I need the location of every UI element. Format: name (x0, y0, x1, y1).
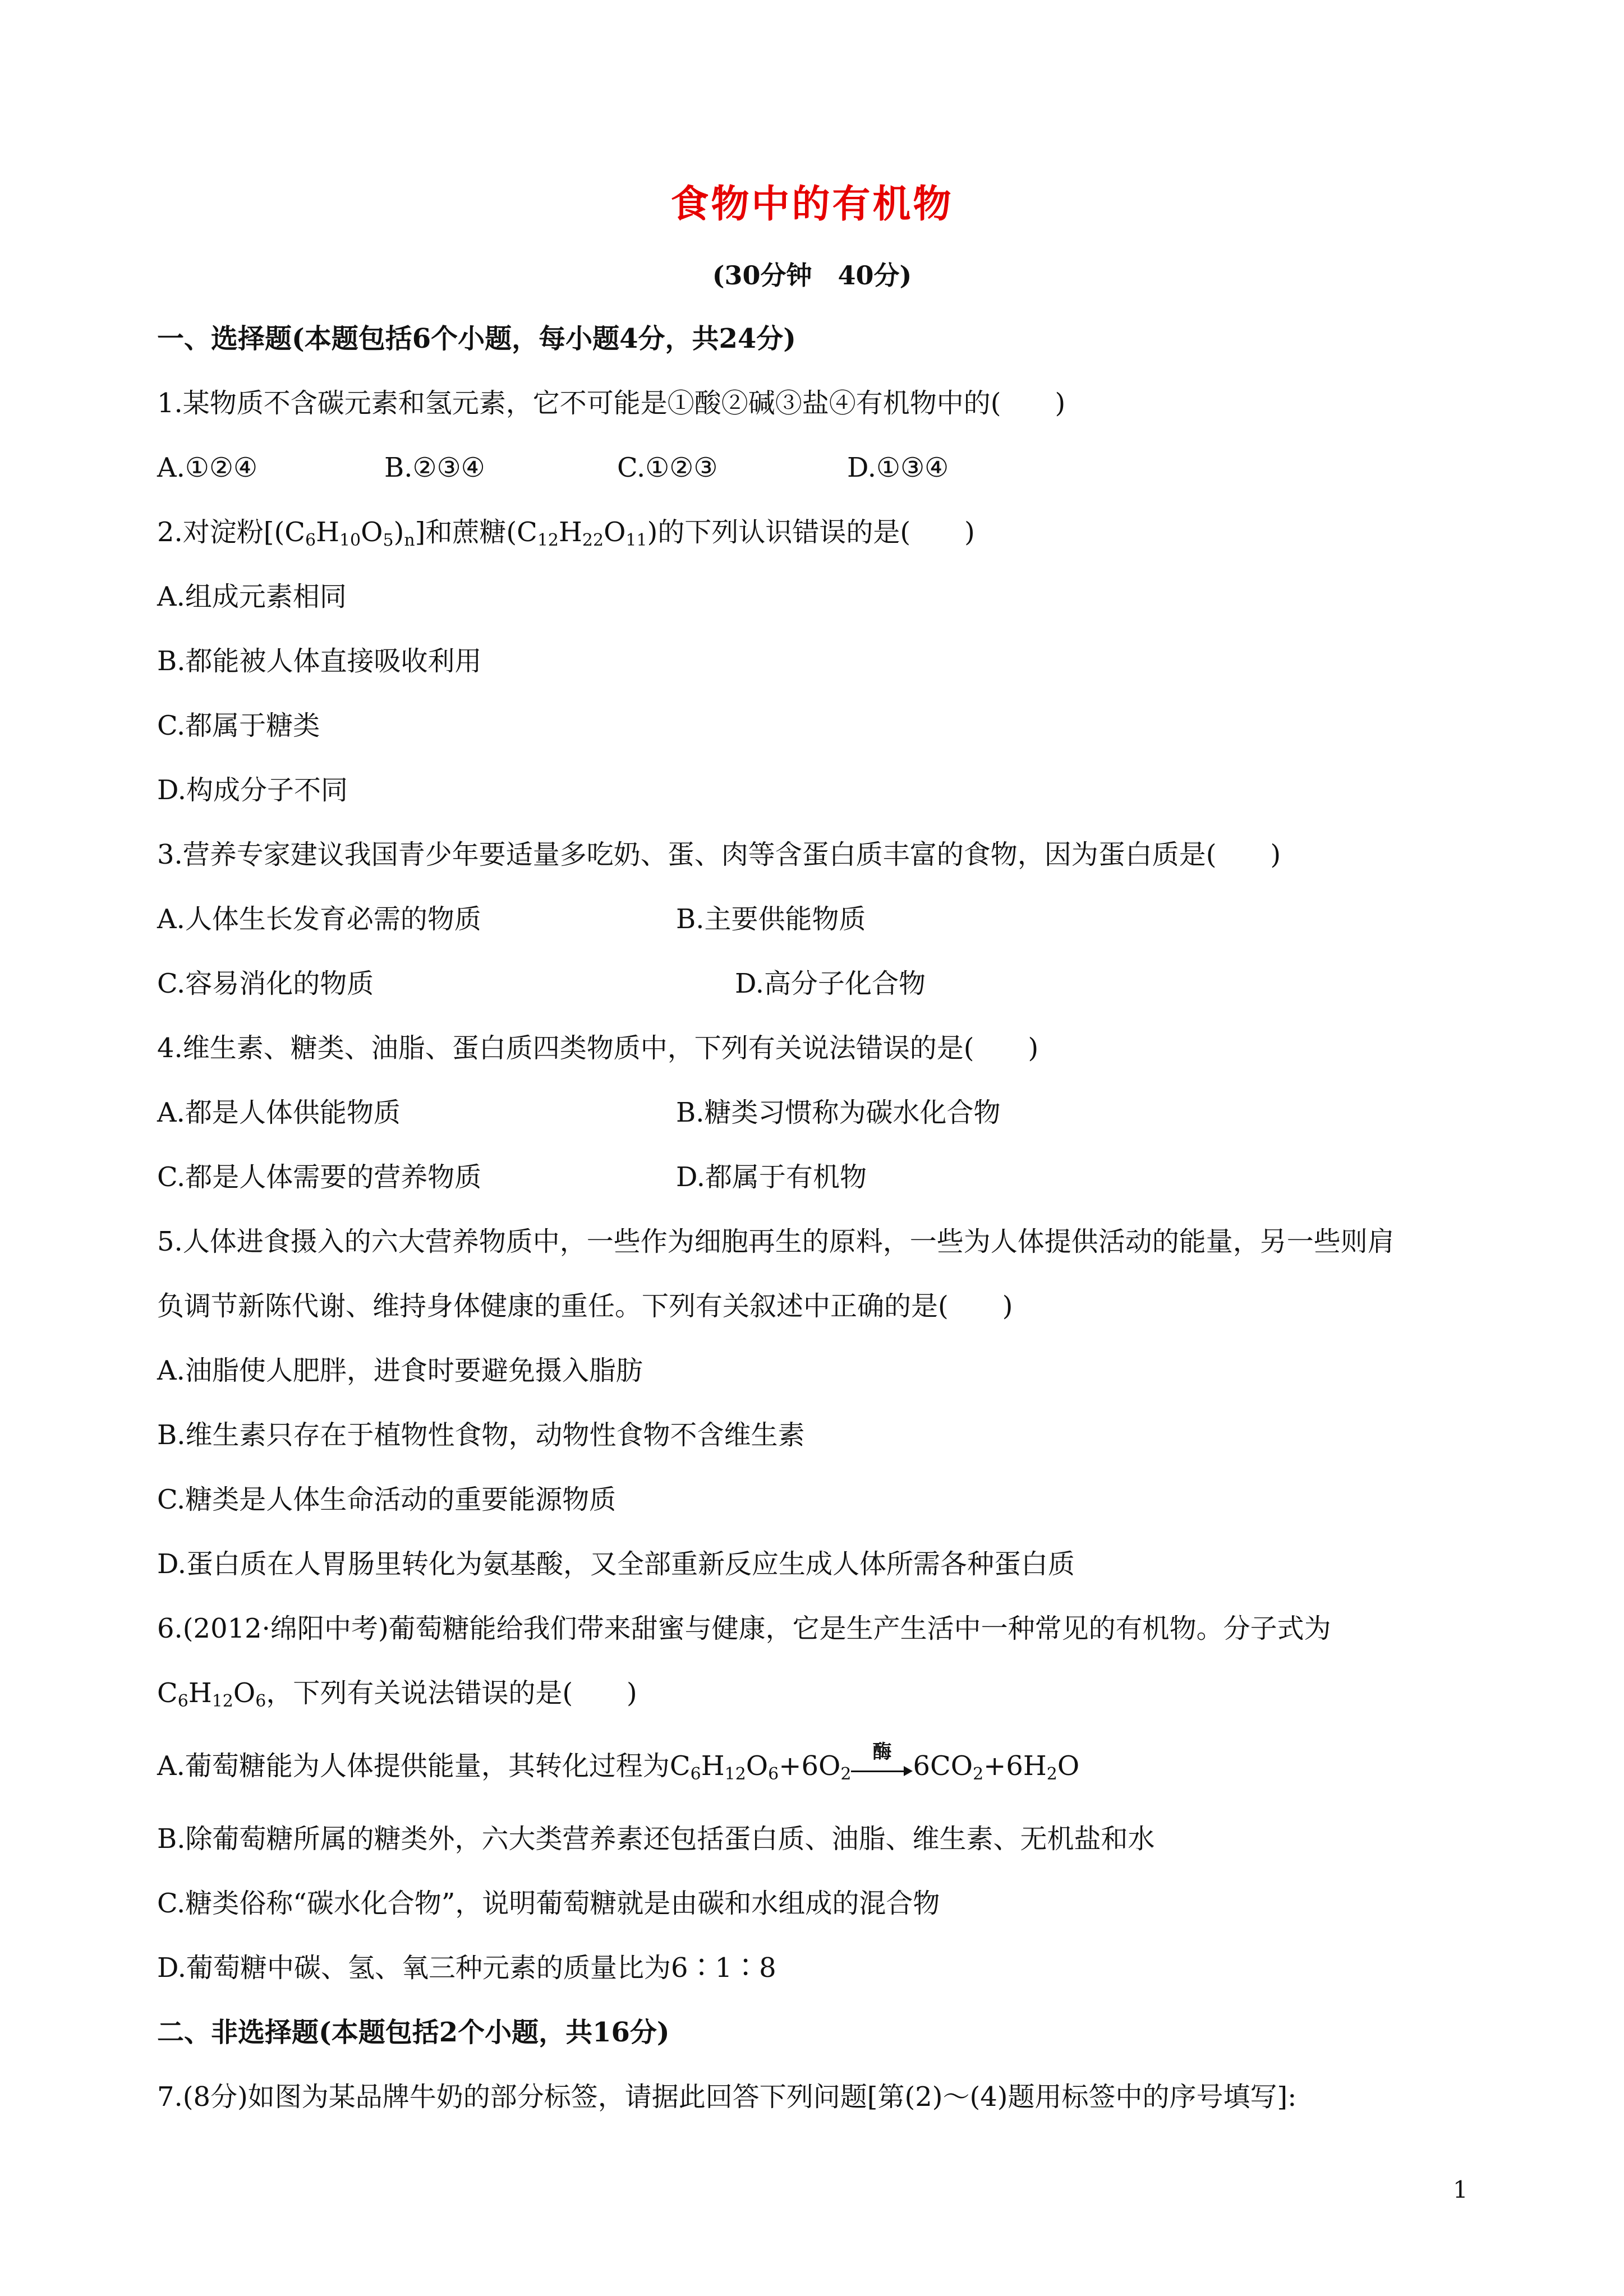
question-1-option-a: A.①②④ (157, 452, 258, 483)
reaction-arrow (851, 1740, 913, 1782)
question-1-stem: 1.某物质不含碳元素和氢元素，它不可能是①酸②碱③盐④有机物中的( ) (157, 388, 1066, 419)
page-title: 食物中的有机物 (670, 182, 954, 227)
question-2-stem: 2.对淀粉$[(C_6H_{10}O_5)_n]$和蔗糖$(C_{12}H_{22}O_{11})$的下列认识错误的是( ) (157, 517, 975, 550)
question-5-stem-line1: 5.人体进食摄入的六大营养物质中，一些作为细胞再生的原料，一些为人体提供活动的能量，另一些则肩 (157, 1226, 1395, 1257)
section-heading-choice: 一、选择题(本题包括6个小题，每小题4分，共24分) (157, 323, 797, 354)
question-1-option-b: B.②③④ (384, 452, 485, 483)
question-3-option-b: B.主要供能物质 (676, 903, 866, 935)
question-4-option-a: A.都是人体供能物质 (157, 1097, 401, 1128)
question-1-option-d: D.①③④ (847, 452, 949, 483)
question-6-option-a: A.葡萄糖能为人体提供能量，其转化过程为$C_6H_{12}O_6+6O_2$ 酶 $6CO_2+6H_2O$ (157, 1740, 1080, 1784)
question-5-option-b: B.维生素只存在于植物性食物，动物性食物不含维生素 (157, 1419, 805, 1451)
question-7-stem: 7.(8分)如图为某品牌牛奶的部分标签，请据此回答下列问题[第(2)～(4)题用标签中的序号填写]: (157, 2081, 1297, 2113)
question-1-option-c: C.①②③ (617, 452, 718, 483)
section-heading-nonchoice: 二、非选择题(本题包括2个小题，共16分) (157, 2017, 670, 2048)
question-3-option-a: A.人体生长发育必需的物质 (157, 903, 481, 935)
question-6-stem-line1: 6.(2012·绵阳中考)葡萄糖能给我们带来甜蜜与健康，它是生产生活中一种常见的有机物。分子式为 (157, 1613, 1331, 1644)
page-number: 1 (1453, 2176, 1468, 2203)
question-2-option-a: A.组成元素相同 (157, 581, 347, 612)
question-6-stem-line2: $C_6H_{12}O_6$，下列有关说法错误的是( ) (157, 1677, 637, 1711)
question-4-option-d: D.都属于有机物 (676, 1161, 867, 1193)
question-5-option-a: A.油脂使人肥胖，进食时要避免摄入脂肪 (157, 1355, 643, 1386)
question-2-option-c: C.都属于糖类 (157, 710, 320, 741)
question-5-option-c: C.糖类是人体生命活动的重要能源物质 (157, 1484, 617, 1515)
reaction-arrow-label: 酶 (872, 1740, 892, 1763)
question-3-stem: 3.营养专家建议我国青少年要适量多吃奶、蛋、肉等含蛋白质丰富的食物，因为蛋白质是( ) (157, 839, 1281, 870)
question-3-option-d: D.高分子化合物 (735, 968, 926, 999)
question-2-option-b: B.都能被人体直接吸收利用 (157, 646, 482, 677)
question-4-stem: 4.维生素、糖类、油脂、蛋白质四类物质中，下列有关说法错误的是( ) (157, 1032, 1039, 1064)
question-3-option-c: C.容易消化的物质 (157, 968, 374, 999)
question-4-option-c: C.都是人体需要的营养物质 (157, 1161, 482, 1193)
question-6-option-d: D.葡萄糖中碳、氢、氧三种元素的质量比为6∶1∶8 (157, 1952, 776, 1984)
question-6-option-b: B.除葡萄糖所属的糖类外，六大类营养素还包括蛋白质、油脂、维生素、无机盐和水 (157, 1823, 1155, 1855)
question-2-option-d: D.构成分子不同 (157, 774, 348, 806)
page-subtitle: (30分钟 40分) (712, 260, 912, 291)
question-5-option-d: D.蛋白质在人胃肠里转化为氨基酸，又全部重新反应生成人体所需各种蛋白质 (157, 1548, 1075, 1580)
question-6-option-c: C.糖类俗称“碳水化合物”，说明葡萄糖就是由碳和水组成的混合物 (157, 1888, 940, 1919)
question-5-stem-line2: 负调节新陈代谢、维持身体健康的重任。下列有关叙述中正确的是( ) (157, 1290, 1013, 1322)
question-4-option-b: B.糖类习惯称为碳水化合物 (676, 1097, 1001, 1128)
